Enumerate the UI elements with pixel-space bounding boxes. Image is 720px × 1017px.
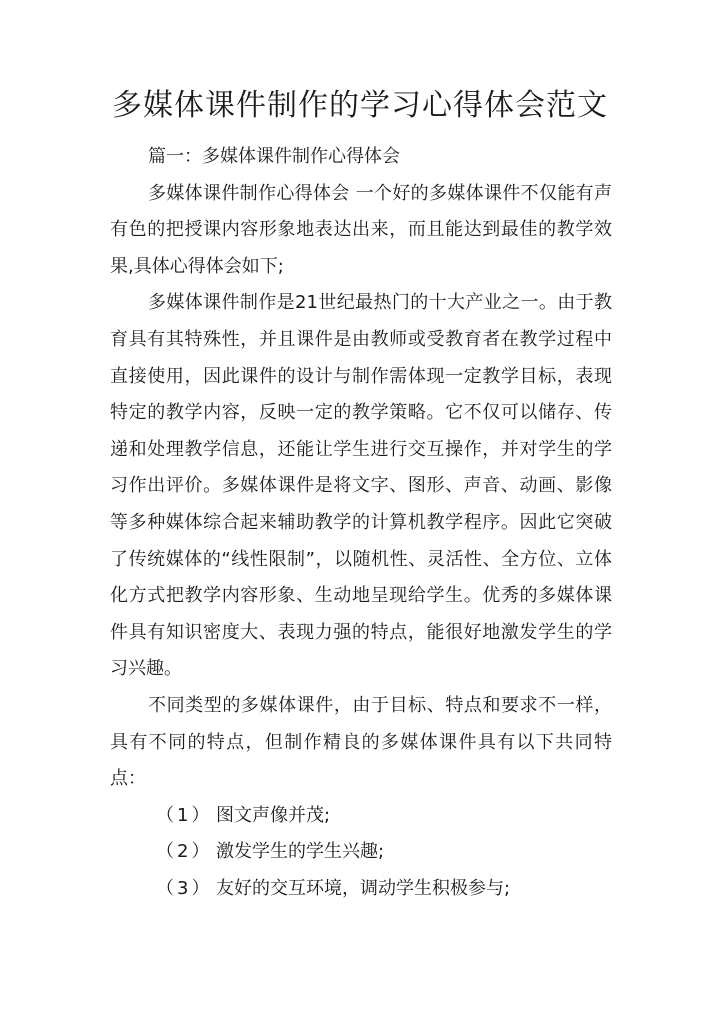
list-item-text: 图文声像并茂; — [216, 804, 331, 826]
list-item — [110, 871, 612, 908]
paragraph-intro: 多媒体课件制作心得体会 一个好的多媒体课件不仅能有声有色的把授课内容形象地表达出来，而且能达到最佳的教学效果,具体心得体会如下; — [110, 182, 612, 277]
document-body — [110, 139, 612, 907]
list-item-text: 友好的交互环境，调动学生积极参与; — [216, 877, 511, 899]
list-item-text: 激发学生的学生兴趣; — [216, 841, 385, 863]
section-heading: 篇一：多媒体课件制作心得体会 — [148, 146, 400, 167]
paragraph-overview: 多媒体课件制作是21世纪最热门的十大产业之一。由于教育具有其特殊性，并且课件是由教师或受教育者在教学过程中直接使用，因此课件的设计与制作需体现一定教学目标，表现特定的教学内容，反映一定的教学策略。它不仅可以储存、传递和处理教学信息，还能让学生进行交互操作，并对学生的学习作出评价。多媒体课件是将文字、图形、声音、动画、影像等多种媒体综合起来辅助教学的计算机教学程序。因此它突破了传统媒体的“线性限制”，以随机性、灵活性、全方位、立体化方式把教学内容形象、生动地呈现给学生。优秀的多媒体课件具有知识密度大、表现力强的特点，能很好地激发学生的学习兴趣。 — [110, 292, 612, 680]
list-item-number: （3） — [156, 877, 213, 899]
list-item-number: （1） — [156, 804, 213, 826]
list-item-number: （2） — [156, 841, 213, 863]
document-title: 多媒体课件制作的学习心得体会范文 — [112, 88, 608, 123]
paragraph-features: 不同类型的多媒体课件，由于目标、特点和要求不一样，具有不同的特点，但制作精良的多媒体课件具有以下共同特点： — [110, 694, 612, 790]
list-item — [110, 834, 612, 871]
list-item — [110, 798, 612, 835]
